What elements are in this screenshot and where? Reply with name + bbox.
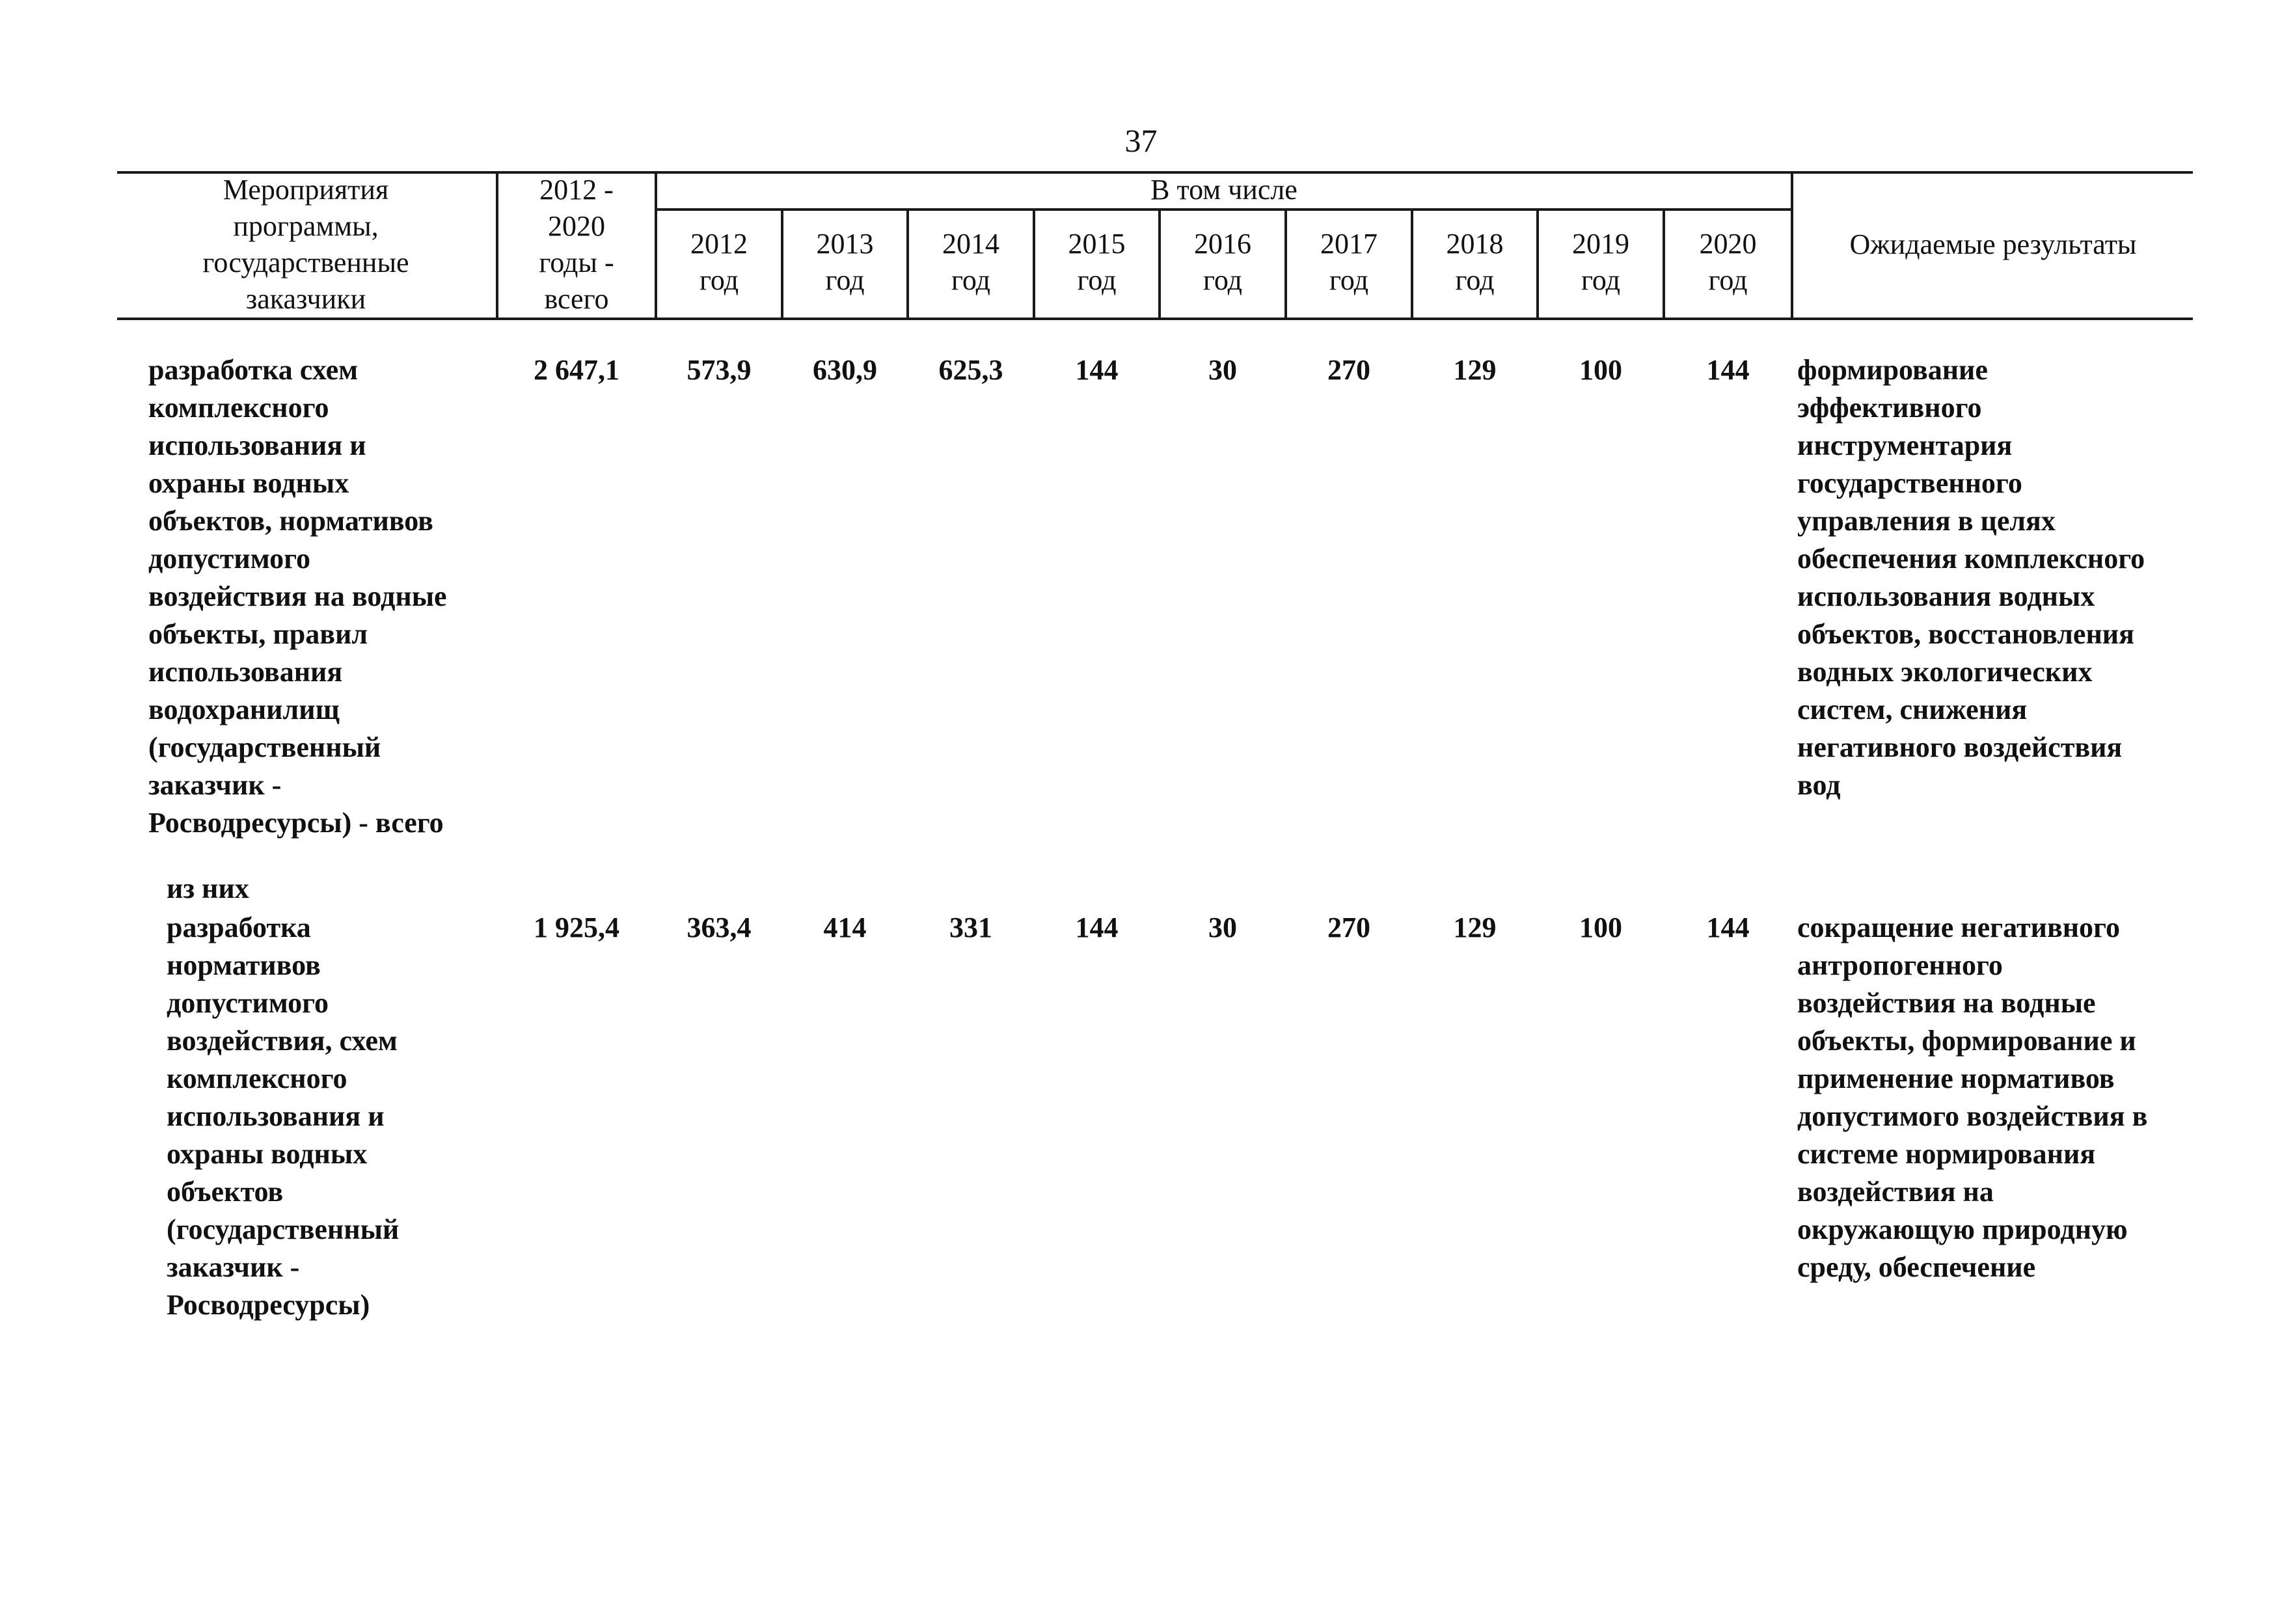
header-results: Ожидаемые результаты — [1849, 228, 2137, 260]
row-value-2016: 30 — [1208, 354, 1237, 386]
header-year-2016: 2016 год — [1194, 228, 1251, 296]
row-value-2013: 630,9 — [813, 354, 877, 386]
row-total: 2 647,1 — [534, 354, 619, 386]
row-result: сокращение негативного антропогенного воздействия на водные объекты, формирование и применение нормативов допустимого воздействия в системе нормирования воздействия на окружающую природную среду, обеспечение — [1797, 912, 2148, 1283]
header-activities: Мероприятия программы, государственные заказчики — [202, 174, 409, 315]
row-total: 1 925,4 — [534, 912, 619, 943]
row-value-2019: 100 — [1579, 912, 1622, 943]
row-value-2020: 144 — [1706, 912, 1750, 943]
header-year-2012: 2012 год — [690, 228, 748, 296]
row-value-2020: 144 — [1706, 354, 1750, 386]
header-including: В том числе — [1150, 174, 1297, 206]
row-value-2017: 270 — [1327, 354, 1370, 386]
row-prefix: из них — [167, 873, 249, 904]
row-value-2015: 144 — [1075, 354, 1119, 386]
header-year-2015: 2015 год — [1068, 228, 1126, 296]
row-value-2014: 331 — [949, 912, 992, 943]
header-year-2014: 2014 год — [942, 228, 999, 296]
row-value-2015: 144 — [1075, 912, 1119, 943]
row-activity: разработка схем комплексного использования и охраны водных объектов, нормативов допустимого воздействия на водные объекты, правил использования водохранилищ (государственный заказчик - Росводресурсы) - всего — [148, 354, 447, 839]
row-value-2014: 625,3 — [938, 354, 1003, 386]
row-value-2018: 129 — [1453, 912, 1497, 943]
row-value-2013: 414 — [823, 912, 867, 943]
row-value-2019: 100 — [1579, 354, 1622, 386]
row-value-2012: 363,4 — [686, 912, 752, 943]
row-value-2017: 270 — [1327, 912, 1370, 943]
header-total: 2012 - 2020 годы - всего — [539, 174, 614, 315]
row-value-2018: 129 — [1453, 354, 1497, 386]
row-result: формирование эффективного инструментария государственного управления в целях обеспечения комплексного использования водных объектов, восстановления водных экологических систем, снижения негативного воздействия вод — [1797, 354, 2145, 801]
page-number: 37 — [1124, 122, 1158, 159]
header-year-2019: 2019 год — [1572, 228, 1629, 296]
header-bottom-rule — [117, 318, 2193, 320]
row-value-2012: 573,9 — [686, 354, 752, 386]
header-year-2020: 2020 год — [1699, 228, 1757, 296]
header-year-2018: 2018 год — [1446, 228, 1504, 296]
header-subgroup-rule — [656, 208, 1793, 211]
header-year-2013: 2013 год — [816, 228, 874, 296]
header-year-2017: 2017 год — [1320, 228, 1378, 296]
row-value-2016: 30 — [1208, 912, 1237, 943]
row-activity: разработка нормативов допустимого воздействия, схем комплексного использования и охраны водных объектов (государственный заказчик - Росводресурсы) — [167, 912, 400, 1321]
